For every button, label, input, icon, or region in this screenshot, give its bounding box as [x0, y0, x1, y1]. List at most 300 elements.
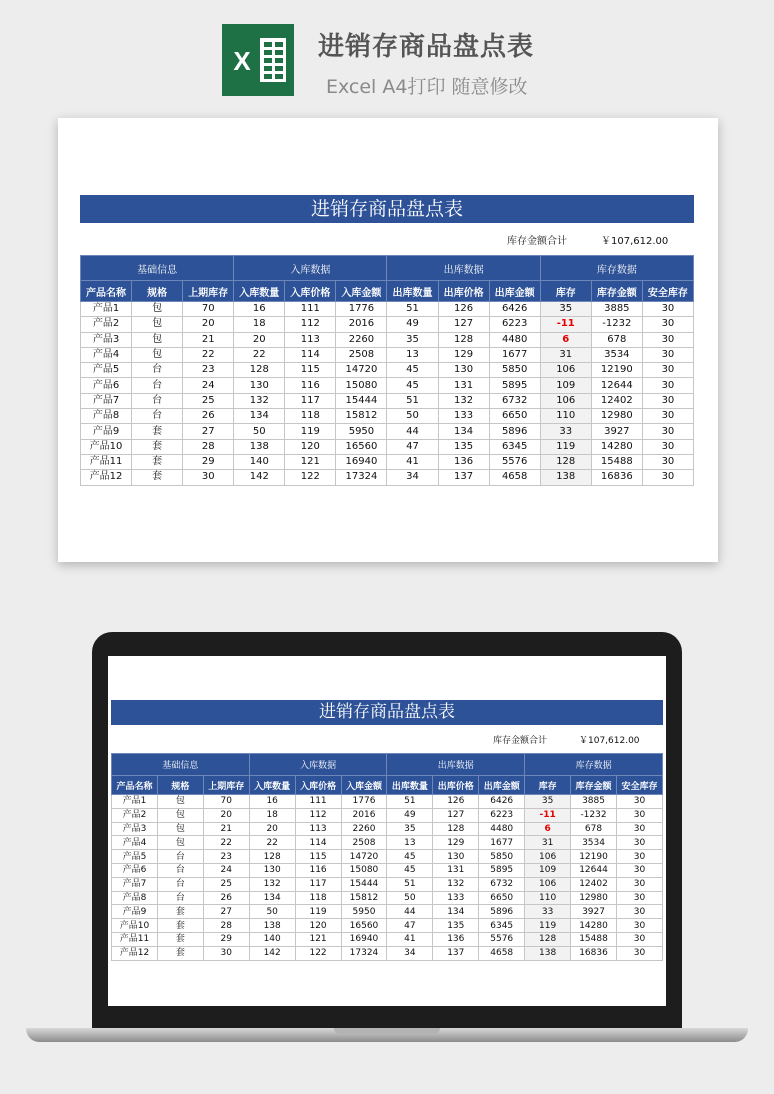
table-cell: 产品10 [112, 919, 158, 933]
table-cell: 138 [249, 919, 295, 933]
table-cell: 16940 [336, 454, 387, 469]
page-subtitle: Excel A4打印 随意修改 [326, 76, 528, 98]
table-cell: 16940 [341, 932, 387, 946]
total-row [111, 725, 663, 753]
table-cell: 产品6 [112, 863, 158, 877]
table-cell: 111 [295, 795, 341, 809]
table-body [112, 795, 663, 961]
table-cell: 136 [438, 454, 489, 469]
table-row [81, 454, 694, 469]
table-cell: 138 [540, 470, 591, 485]
table-row [81, 332, 694, 347]
table-cell: 23 [203, 850, 249, 864]
table-cell: 30 [616, 946, 662, 960]
column-header: 库存 [525, 776, 571, 795]
table-cell: -1232 [591, 317, 642, 332]
table-cell: 12980 [571, 891, 617, 905]
table-cell: 135 [433, 919, 479, 933]
table-cell: 5576 [479, 932, 525, 946]
table-cell: 45 [387, 378, 438, 393]
table-cell: 49 [387, 808, 433, 822]
column-header: 规格 [132, 281, 183, 302]
table-cell: 30 [642, 378, 693, 393]
table-cell: 70 [203, 795, 249, 809]
table-cell: 50 [387, 891, 433, 905]
table-cell: 30 [642, 363, 693, 378]
inventory-table [111, 753, 663, 961]
table-cell: 129 [438, 347, 489, 362]
table-cell: 台 [157, 863, 203, 877]
table-cell: 套 [132, 424, 183, 439]
table-cell: 50 [249, 905, 295, 919]
group-header: 库存数据 [540, 256, 693, 281]
excel-logo-letter: X [233, 46, 251, 76]
total-label: 库存金额合计 [493, 736, 548, 746]
table-cell: 12402 [591, 393, 642, 408]
table-cell: 30 [616, 919, 662, 933]
table-cell: 118 [295, 891, 341, 905]
table-cell: 6732 [479, 877, 525, 891]
table-cell: 134 [433, 905, 479, 919]
table-cell: 2508 [341, 836, 387, 850]
table-cell: 113 [285, 332, 336, 347]
column-header: 安全库存 [616, 776, 662, 795]
table-cell: 12190 [571, 850, 617, 864]
table-cell: 30 [642, 347, 693, 362]
table-cell: 132 [433, 877, 479, 891]
group-header: 基础信息 [81, 256, 234, 281]
table-cell: 29 [183, 454, 234, 469]
table-cell: 15488 [591, 454, 642, 469]
table-cell: 16836 [591, 470, 642, 485]
table-cell: 119 [525, 919, 571, 933]
table-cell: 24 [203, 863, 249, 877]
table-cell: 51 [387, 877, 433, 891]
table-cell: 产品9 [81, 424, 132, 439]
table-cell: 台 [132, 363, 183, 378]
total-row [80, 223, 694, 255]
table-cell: 20 [183, 317, 234, 332]
column-header: 产品名称 [112, 776, 158, 795]
inventory-table [80, 255, 694, 486]
table-cell: 134 [438, 424, 489, 439]
table-cell: 17324 [341, 946, 387, 960]
table-row [112, 850, 663, 864]
table-cell: 128 [438, 332, 489, 347]
table-cell: 136 [433, 932, 479, 946]
sheet-title: 进销存商品盘点表 [111, 700, 663, 725]
table-cell: 套 [157, 932, 203, 946]
table-cell: 50 [234, 424, 285, 439]
table-cell: 产品11 [81, 454, 132, 469]
table-cell: 34 [387, 946, 433, 960]
table-cell: 包 [157, 795, 203, 809]
table-cell: 127 [438, 317, 489, 332]
total-value: ￥107,612.00 [579, 736, 640, 746]
table-cell: 126 [433, 795, 479, 809]
table-cell: 14720 [341, 850, 387, 864]
table-cell: 128 [525, 932, 571, 946]
table-cell: 产品7 [112, 877, 158, 891]
table-row [112, 836, 663, 850]
table-cell: 109 [525, 863, 571, 877]
table-cell: 51 [387, 795, 433, 809]
table-row [112, 919, 663, 933]
table-cell: 5850 [489, 363, 540, 378]
table-cell: 30 [642, 317, 693, 332]
table-row [112, 795, 663, 809]
table-row [81, 439, 694, 454]
table-cell: 15488 [571, 932, 617, 946]
table-cell: 128 [540, 454, 591, 469]
table-cell: 台 [157, 850, 203, 864]
table-cell: 134 [249, 891, 295, 905]
table-cell: 49 [387, 317, 438, 332]
table-cell: 30 [616, 891, 662, 905]
table-cell: 套 [157, 946, 203, 960]
table-cell: 47 [387, 919, 433, 933]
table-cell: 109 [540, 378, 591, 393]
table-cell: 30 [203, 946, 249, 960]
table-cell: 6650 [489, 409, 540, 424]
table-cell: 产品8 [81, 409, 132, 424]
table-cell: 678 [591, 332, 642, 347]
table-cell: 包 [132, 302, 183, 317]
table-cell: 产品10 [81, 439, 132, 454]
table-cell: 132 [438, 393, 489, 408]
table-cell: 119 [285, 424, 336, 439]
table-cell: 产品4 [112, 836, 158, 850]
table-cell: 22 [203, 836, 249, 850]
table-cell: 产品2 [81, 317, 132, 332]
table-body [81, 302, 694, 486]
column-header: 入库金额 [336, 281, 387, 302]
table-cell: 140 [249, 932, 295, 946]
column-header: 出库金额 [489, 281, 540, 302]
table-cell: 1776 [341, 795, 387, 809]
sheet-title: 进销存商品盘点表 [80, 195, 694, 223]
table-cell: 4658 [489, 470, 540, 485]
table-cell: 122 [295, 946, 341, 960]
table-cell: 142 [234, 470, 285, 485]
table-cell: 41 [387, 932, 433, 946]
table-cell: 16 [249, 795, 295, 809]
table-cell: 33 [540, 424, 591, 439]
table-cell: 3885 [591, 302, 642, 317]
table-cell: 2016 [336, 317, 387, 332]
table-cell: 12980 [591, 409, 642, 424]
table-row [112, 863, 663, 877]
table-cell: 6345 [479, 919, 525, 933]
table-cell: 131 [438, 378, 489, 393]
table-cell: 4480 [489, 332, 540, 347]
table-cell: 133 [433, 891, 479, 905]
table-cell: 131 [433, 863, 479, 877]
table-cell: 129 [433, 836, 479, 850]
column-header: 安全库存 [642, 281, 693, 302]
table-cell: 4480 [479, 822, 525, 836]
table-cell: 120 [285, 439, 336, 454]
table-cell: 5950 [336, 424, 387, 439]
laptop-screen [108, 656, 666, 1006]
table-cell: 5576 [489, 454, 540, 469]
group-header: 库存数据 [525, 754, 663, 776]
table-cell: 产品8 [112, 891, 158, 905]
table-cell: 16560 [336, 439, 387, 454]
table-cell: 12402 [571, 877, 617, 891]
excel-icon [222, 24, 294, 96]
group-header: 出库数据 [387, 256, 540, 281]
table-cell: 30 [642, 302, 693, 317]
table-cell: 2260 [336, 332, 387, 347]
table-cell: 106 [525, 850, 571, 864]
table-cell: 110 [540, 409, 591, 424]
table-cell: 112 [285, 317, 336, 332]
table-cell: 产品1 [112, 795, 158, 809]
table-cell: 包 [132, 317, 183, 332]
table-cell: 5896 [479, 905, 525, 919]
table-row [81, 363, 694, 378]
table-cell: 115 [295, 850, 341, 864]
table-cell: 110 [525, 891, 571, 905]
table-cell: 1677 [489, 347, 540, 362]
table-cell: 3534 [591, 347, 642, 362]
table-cell: 70 [183, 302, 234, 317]
table-cell: 23 [183, 363, 234, 378]
table-cell: 产品7 [81, 393, 132, 408]
table-cell: 台 [157, 877, 203, 891]
table-cell: 30 [616, 863, 662, 877]
group-header-row [81, 256, 694, 281]
table-row [81, 378, 694, 393]
table-cell: 12190 [591, 363, 642, 378]
table-cell: 132 [249, 877, 295, 891]
table-row [81, 347, 694, 362]
table-cell: 14280 [571, 919, 617, 933]
table-cell: 30 [183, 470, 234, 485]
table-cell: 45 [387, 363, 438, 378]
table-cell: 119 [295, 905, 341, 919]
table-cell: 31 [540, 347, 591, 362]
table-cell: 5896 [489, 424, 540, 439]
table-cell: 120 [295, 919, 341, 933]
table-cell: 31 [525, 836, 571, 850]
table-cell: 包 [132, 332, 183, 347]
table-cell: 133 [438, 409, 489, 424]
table-cell: 2260 [341, 822, 387, 836]
table-cell: 30 [616, 836, 662, 850]
table-cell: 45 [387, 863, 433, 877]
table-cell: 18 [234, 317, 285, 332]
table-cell: 12644 [591, 378, 642, 393]
table-cell: 45 [387, 850, 433, 864]
table-cell: 15444 [336, 393, 387, 408]
group-header: 出库数据 [387, 754, 525, 776]
table-cell: 128 [234, 363, 285, 378]
column-header: 入库数量 [234, 281, 285, 302]
table-cell: 台 [132, 393, 183, 408]
table-cell: 51 [387, 393, 438, 408]
table-cell: 套 [132, 439, 183, 454]
laptop-notch [334, 1028, 440, 1034]
table-cell: -11 [540, 317, 591, 332]
table-cell: 14720 [336, 363, 387, 378]
table-cell: 35 [525, 795, 571, 809]
table-cell: 34 [387, 470, 438, 485]
table-cell: 118 [285, 409, 336, 424]
table-cell: 30 [642, 332, 693, 347]
total-label: 库存金额合计 [507, 236, 567, 247]
table-cell: 29 [203, 932, 249, 946]
table-cell: 套 [157, 919, 203, 933]
table-cell: 44 [387, 905, 433, 919]
page-title: 进销存商品盘点表 [318, 32, 535, 62]
table-cell: 产品3 [81, 332, 132, 347]
table-cell: 115 [285, 363, 336, 378]
table-cell: 116 [285, 378, 336, 393]
table-cell: 15444 [341, 877, 387, 891]
total-value: ￥107,612.00 [601, 236, 669, 247]
table-cell: 47 [387, 439, 438, 454]
table-cell: 5950 [341, 905, 387, 919]
table-cell: 28 [203, 919, 249, 933]
table-cell: 6650 [479, 891, 525, 905]
table-cell: 30 [616, 932, 662, 946]
column-header: 入库数量 [249, 776, 295, 795]
table-cell: 35 [387, 332, 438, 347]
table-cell: 台 [132, 409, 183, 424]
table-cell: 130 [438, 363, 489, 378]
table-row [112, 891, 663, 905]
table-cell: 2508 [336, 347, 387, 362]
table-cell: 26 [183, 409, 234, 424]
column-header: 出库金额 [479, 776, 525, 795]
table-cell: 33 [525, 905, 571, 919]
group-header: 入库数据 [234, 256, 387, 281]
table-cell: 套 [132, 454, 183, 469]
table-cell: 套 [132, 470, 183, 485]
table-cell: 产品4 [81, 347, 132, 362]
table-cell: 117 [295, 877, 341, 891]
table-cell: 6732 [489, 393, 540, 408]
table-cell: 128 [249, 850, 295, 864]
table-cell: 30 [616, 905, 662, 919]
table-cell: 包 [157, 808, 203, 822]
sheet-preview-panel [58, 118, 718, 562]
table-cell: 14280 [591, 439, 642, 454]
table-cell: 包 [157, 836, 203, 850]
table-cell: 6426 [479, 795, 525, 809]
table-cell: 6345 [489, 439, 540, 454]
table-cell: 产品11 [112, 932, 158, 946]
column-header: 入库金额 [341, 776, 387, 795]
table-cell: 137 [433, 946, 479, 960]
table-cell: 产品12 [81, 470, 132, 485]
table-cell: 6 [540, 332, 591, 347]
table-cell: 678 [571, 822, 617, 836]
table-cell: 51 [387, 302, 438, 317]
table-cell: 128 [433, 822, 479, 836]
table-cell: 5895 [479, 863, 525, 877]
table-cell: 30 [642, 424, 693, 439]
table-cell: 13 [387, 836, 433, 850]
column-header: 上期库存 [183, 281, 234, 302]
column-header: 上期库存 [203, 776, 249, 795]
table-cell: 3927 [571, 905, 617, 919]
table-cell: 20 [234, 332, 285, 347]
table-cell: 30 [642, 470, 693, 485]
column-header: 出库价格 [433, 776, 479, 795]
table-cell: 113 [295, 822, 341, 836]
table-cell: 30 [616, 850, 662, 864]
table-cell: 122 [285, 470, 336, 485]
table-cell: 25 [183, 393, 234, 408]
table-cell: 3534 [571, 836, 617, 850]
table-cell: 30 [642, 409, 693, 424]
table-cell: 产品2 [112, 808, 158, 822]
table-cell: -1232 [571, 808, 617, 822]
table-cell: 18 [249, 808, 295, 822]
table-cell: 产品1 [81, 302, 132, 317]
column-header: 出库价格 [438, 281, 489, 302]
table-row [112, 905, 663, 919]
table-cell: 产品5 [81, 363, 132, 378]
table-cell: 2016 [341, 808, 387, 822]
table-cell: 30 [616, 795, 662, 809]
inventory-sheet-laptop [111, 700, 663, 961]
table-cell: 产品6 [81, 378, 132, 393]
table-cell: 121 [285, 454, 336, 469]
table-row [81, 393, 694, 408]
table-cell: 22 [183, 347, 234, 362]
table-cell: 30 [642, 439, 693, 454]
table-cell: 产品3 [112, 822, 158, 836]
table-cell: 132 [234, 393, 285, 408]
table-cell: 3885 [571, 795, 617, 809]
table-cell: 产品5 [112, 850, 158, 864]
table-cell: 包 [132, 347, 183, 362]
table-cell: 119 [540, 439, 591, 454]
table-cell: 116 [295, 863, 341, 877]
table-cell: 1677 [479, 836, 525, 850]
table-cell: 27 [203, 905, 249, 919]
table-cell: 106 [540, 393, 591, 408]
table-cell: 15812 [341, 891, 387, 905]
table-cell: 6 [525, 822, 571, 836]
table-cell: 130 [249, 863, 295, 877]
table-row [112, 822, 663, 836]
table-cell: 15080 [336, 378, 387, 393]
table-cell: 产品9 [112, 905, 158, 919]
table-cell: 114 [295, 836, 341, 850]
table-cell: 16836 [571, 946, 617, 960]
table-cell: 137 [438, 470, 489, 485]
table-row [112, 877, 663, 891]
table-cell: 28 [183, 439, 234, 454]
table-cell: 产品12 [112, 946, 158, 960]
column-header: 库存 [540, 281, 591, 302]
table-cell: 3927 [591, 424, 642, 439]
table-cell: 20 [249, 822, 295, 836]
table-cell: 22 [249, 836, 295, 850]
table-cell: 117 [285, 393, 336, 408]
table-cell: 20 [203, 808, 249, 822]
table-cell: 112 [295, 808, 341, 822]
table-cell: 6223 [479, 808, 525, 822]
table-cell: 130 [433, 850, 479, 864]
column-header: 入库价格 [295, 776, 341, 795]
table-cell: 15080 [341, 863, 387, 877]
